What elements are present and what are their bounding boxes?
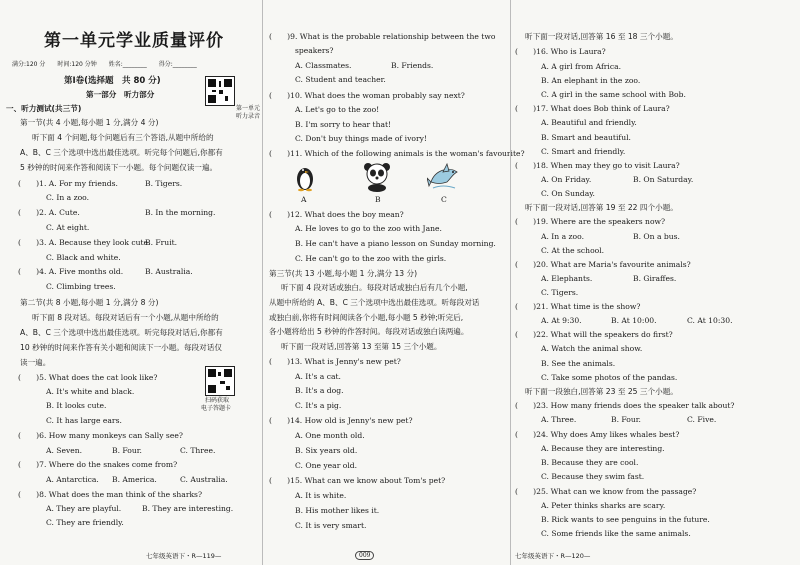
option-a: A. On Friday. bbox=[541, 175, 592, 184]
section3-instruction: 各小题将给出 5 秒钟的作答时间。每段对话或独白读两遍。 bbox=[269, 327, 469, 336]
option-c: C bbox=[441, 195, 447, 204]
qr-code-icon[interactable] bbox=[205, 366, 235, 396]
penguin-icon bbox=[293, 162, 317, 192]
column-right bbox=[510, 0, 800, 565]
option-b: B. At 10:00. bbox=[611, 316, 657, 325]
option-b: B. I'm sorry to hear that! bbox=[295, 120, 392, 129]
question-17: ( )17. What does Bob think of Laura? bbox=[515, 104, 670, 113]
option-a: A bbox=[301, 195, 307, 204]
section3-title: 第三节(共 13 小题,每小题 1 分,满分 13 分) bbox=[269, 269, 418, 278]
option-b: B. His mother likes it. bbox=[295, 506, 380, 515]
option-b: B. See the animals. bbox=[541, 359, 616, 368]
option-c: C. They are friendly. bbox=[46, 518, 124, 527]
option-c: C. At 10:30. bbox=[687, 316, 733, 325]
option-c: C. Some friends like the same animals. bbox=[541, 529, 691, 538]
option-a: A. Beautiful and friendly. bbox=[541, 118, 637, 127]
option-c: C. Three. bbox=[180, 446, 216, 455]
qr-caption-2: 听力录音 bbox=[236, 113, 261, 120]
option-c: C. Because they swim fast. bbox=[541, 472, 645, 481]
option-c: C. Five. bbox=[687, 415, 717, 424]
option-a: A. A girl from Africa. bbox=[541, 62, 622, 71]
option-a: A. Let's go to the zoo! bbox=[295, 105, 380, 114]
question-10: ( )10. What does the woman probably say next? bbox=[269, 91, 465, 100]
option-b: B. Fruit. bbox=[145, 238, 178, 247]
section2-title: 第二节(共 8 小题,每小题 1 分,满分 8 分) bbox=[20, 298, 159, 307]
question-2: ( )2. A. Cute. bbox=[18, 208, 80, 217]
option-b: B. In the morning. bbox=[145, 208, 216, 217]
listen-note-23-25: 听下面一段独白,回答第 23 至 25 三个小题。 bbox=[525, 387, 678, 396]
qr-caption-1: 第一单元 bbox=[236, 105, 261, 112]
listen-note-16-18: 听下面一段对话,回答第 16 至 18 三个小题。 bbox=[525, 32, 678, 41]
option-a: A. He loves to go to the zoo with Jane. bbox=[295, 224, 442, 233]
question-12: ( )12. What does the boy mean? bbox=[269, 210, 404, 219]
option-a: A. At 9:30. bbox=[541, 316, 582, 325]
option-c: C. Climbing trees. bbox=[46, 282, 116, 291]
option-b: B. They are interesting. bbox=[142, 504, 234, 513]
option-c: C. Student and teacher. bbox=[295, 75, 386, 84]
option-b: B. Giraffes. bbox=[633, 274, 677, 283]
option-b: B. He can't have a piano lesson on Sunday morning. bbox=[295, 239, 496, 248]
option-c: C. Tigers. bbox=[541, 288, 579, 297]
option-c: C. At eight. bbox=[46, 223, 90, 232]
option-b: B. An elephant in the zoo. bbox=[541, 76, 641, 85]
option-c: C. Smart and friendly. bbox=[541, 147, 626, 156]
option-a: A. It's a cat. bbox=[295, 372, 341, 381]
question-6: ( )6. How many monkeys can Sally see? bbox=[18, 431, 183, 440]
option-c: C. On Sunday. bbox=[541, 189, 595, 198]
part-subtitle: 第一部分 听力部分 bbox=[86, 90, 155, 99]
option-b: B. Four. bbox=[112, 446, 142, 455]
footer-left: 七年级英语下・R—119— bbox=[146, 552, 222, 560]
question-3: ( )3. A. Because they look cute. bbox=[18, 238, 151, 247]
option-c: C. Australia. bbox=[180, 475, 228, 484]
option-c: C. It is very smart. bbox=[295, 521, 367, 530]
option-c: C. He can't go to the zoo with the girls. bbox=[295, 254, 447, 263]
qr2-caption-2: 电子答题卡 bbox=[201, 405, 232, 412]
option-a: A. Because they are interesting. bbox=[541, 444, 665, 453]
option-a: A. It's white and black. bbox=[46, 387, 135, 396]
option-c: C. At the school. bbox=[541, 246, 605, 255]
option-a: A. Peter thinks sharks are scary. bbox=[541, 501, 666, 510]
option-c: C. Take some photos of the pandas. bbox=[541, 373, 678, 382]
footer-right: 七年级英语下・R—120— bbox=[515, 552, 591, 560]
option-b: B. It's a dog. bbox=[295, 386, 344, 395]
question-7: ( )7. Where do the snakes come from? bbox=[18, 460, 178, 469]
question-22: ( )22. What will the speakers do first? bbox=[515, 330, 673, 339]
part-title: 第Ⅰ卷(选择题 共 80 分) bbox=[64, 76, 161, 86]
option-b: B. It looks cute. bbox=[46, 401, 107, 410]
option-b: B. Smart and beautiful. bbox=[541, 133, 631, 142]
option-b: B. Australia. bbox=[145, 267, 193, 276]
option-b: B. On a bus. bbox=[633, 232, 680, 241]
question-9-cont: speakers? bbox=[295, 46, 334, 55]
option-b: B. America. bbox=[112, 475, 157, 484]
page-title: 第一单元学业质量评价 bbox=[44, 31, 224, 51]
section1-instruction: 5 秒钟的时间来作答和阅读下一小题。每个问题仅读一遍。 bbox=[20, 163, 218, 172]
section1-title: 第一节(共 4 小题,每小题 1 分,满分 4 分) bbox=[20, 118, 159, 127]
section2-instruction: 10 秒钟的时间来作答有关小题和阅读下一小题。每段对话仅 bbox=[20, 343, 222, 352]
listen-note: 听下面一段对话,回答第 13 至第 15 三个小题。 bbox=[281, 342, 442, 351]
exam-meta: 满分:120 分 时间:120 分钟 姓名:________ 得分:________ bbox=[12, 61, 197, 68]
column-middle bbox=[262, 0, 525, 565]
option-a: A. Classmates. bbox=[295, 61, 352, 70]
option-b: B. Rick wants to see penguins in the future. bbox=[541, 515, 710, 524]
question-19: ( )19. Where are the speakers now? bbox=[515, 217, 666, 226]
section3-instruction: 听下面 4 段对话或独白。每段对话或独白后有几个小题, bbox=[281, 283, 468, 292]
question-24: ( )24. Why does Amy likes whales best? bbox=[515, 430, 680, 439]
question-9: ( )9. What is the probable relationship between the two bbox=[269, 32, 496, 41]
listen-note-19-22: 听下面一段对话,回答第 19 至 22 四个小题。 bbox=[525, 203, 678, 212]
option-c: C. It has large ears. bbox=[46, 416, 122, 425]
question-1: ( )1. A. For my friends. bbox=[18, 179, 118, 188]
option-a: A. It is white. bbox=[295, 491, 347, 500]
option-a: A. Three. bbox=[541, 415, 577, 424]
question-13: ( )13. What is Jenny's new pet? bbox=[269, 357, 401, 366]
option-a: A. Watch the animal show. bbox=[541, 344, 643, 353]
option-a: A. In a zoo. bbox=[541, 232, 584, 241]
option-b: B. Because they are cool. bbox=[541, 458, 639, 467]
option-a: A. One month old. bbox=[295, 431, 365, 440]
section2-instruction: 听下面 8 段对话。每段对话后有一个小题,从题中所给的 bbox=[32, 313, 219, 322]
section1-instruction: A、B、C 三个选项中选出最佳选项。听完每个问题后,你都有 bbox=[20, 148, 223, 157]
option-c: C. Black and white. bbox=[46, 253, 121, 262]
option-c: C. One year old. bbox=[295, 461, 358, 470]
option-c: C. Don't buy things made of ivory! bbox=[295, 134, 427, 143]
question-14: ( )14. How old is Jenny's new pet? bbox=[269, 416, 413, 425]
section-heading: 一、听力测试(共三节) bbox=[6, 104, 82, 113]
question-25: ( )25. What can we know from the passage? bbox=[515, 487, 697, 496]
page-number-badge: 009 bbox=[355, 551, 374, 560]
column-left bbox=[0, 0, 262, 565]
option-a: A. Elephants. bbox=[541, 274, 593, 283]
option-c: C. It's a pig. bbox=[295, 401, 342, 410]
question-23: ( )23. How many friends does the speaker talk about? bbox=[515, 401, 735, 410]
question-18: ( )18. When may they go to visit Laura? bbox=[515, 161, 680, 170]
option-a: A. They are playful. bbox=[46, 504, 122, 513]
section3-instruction: 或独白前,你将有时间阅读各个小题,每小题 5 秒钟;听完后, bbox=[269, 313, 464, 322]
question-15: ( )15. What can we know about Tom's pet? bbox=[269, 476, 446, 485]
question-11: ( )11. Which of the following animals is the woman's favourite? bbox=[269, 149, 525, 158]
question-16: ( )16. Who is Laura? bbox=[515, 47, 606, 56]
question-20: ( )20. What are Maria's favourite animals? bbox=[515, 260, 691, 269]
option-a: A. Antarctica. bbox=[46, 475, 99, 484]
option-b: B. Tigers. bbox=[145, 179, 183, 188]
option-b: B. Six years old. bbox=[295, 446, 358, 455]
option-b: B. Four. bbox=[611, 415, 641, 424]
question-21: ( )21. What time is the show? bbox=[515, 302, 641, 311]
section1-instruction: 听下面 4 个问题,每个问题后有三个答语,从题中所给的 bbox=[32, 133, 214, 142]
section3-instruction: 从题中所给的 A、B、C 三个选项中选出最佳选项。听每段对话 bbox=[269, 298, 480, 307]
option-b: B. Friends. bbox=[391, 61, 434, 70]
qr2-caption-1: 扫码获取 bbox=[205, 397, 230, 404]
panda-icon bbox=[363, 162, 391, 192]
option-b: B bbox=[375, 195, 381, 204]
question-8: ( )8. What does the man think of the sharks? bbox=[18, 490, 203, 499]
option-a: A. Seven. bbox=[46, 446, 83, 455]
option-c: C. A girl in the same school with Bob. bbox=[541, 90, 686, 99]
section2-instruction: 读一遍。 bbox=[20, 358, 51, 367]
question-5: ( )5. What does the cat look like? bbox=[18, 373, 158, 382]
option-c: C. In a zoo. bbox=[46, 193, 90, 202]
qr-code-icon[interactable] bbox=[205, 76, 235, 106]
question-4: ( )4. A. Five months old. bbox=[18, 267, 124, 276]
option-b: B. On Saturday. bbox=[633, 175, 694, 184]
section2-instruction: A、B、C 三个选项中选出最佳选项。听完每段对话后,你都有 bbox=[20, 328, 223, 337]
dolphin-icon bbox=[427, 162, 461, 192]
